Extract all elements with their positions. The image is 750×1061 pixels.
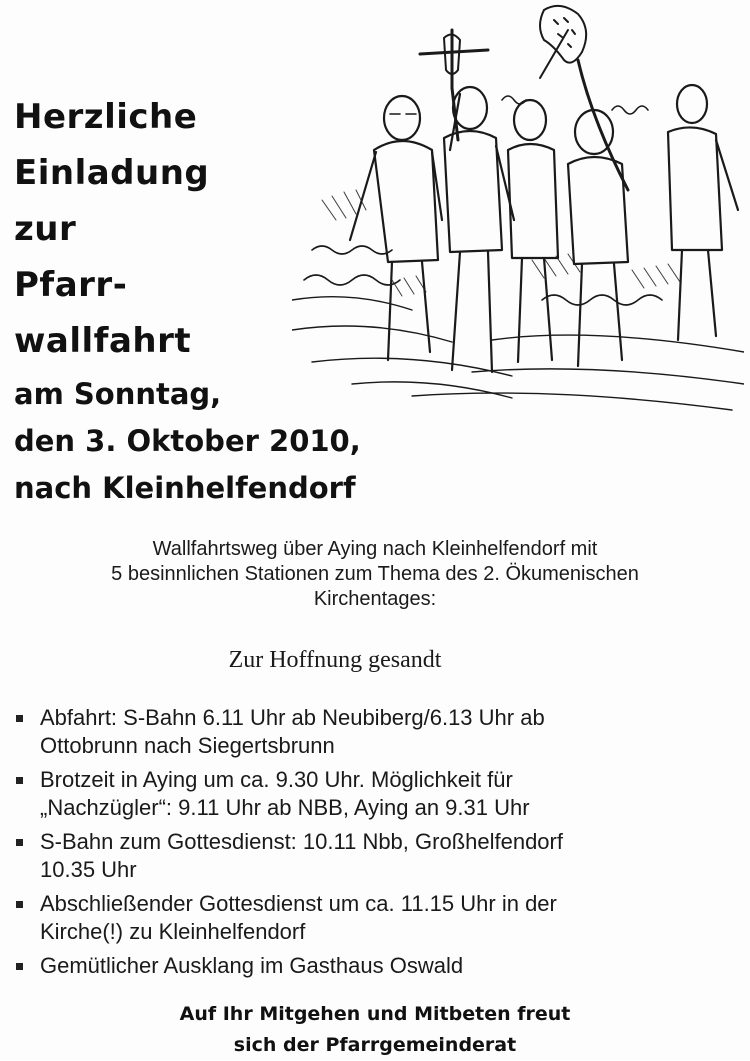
heading-line-2: Einladung (14, 153, 210, 193)
pilgrim-figure (668, 85, 738, 340)
intro-line-2: 5 besinnlichen Stationen zum Thema des 2. Ökumenischen (111, 563, 639, 585)
list-item (16, 766, 736, 822)
pilgrim-figure (350, 96, 442, 360)
pilgrim-figure (508, 100, 558, 362)
intro-line-1: Wallfahrtsweg über Aying nach Kleinhelfendorf mit (152, 538, 598, 560)
bullet-icon (16, 901, 23, 908)
list-item-line: Abfahrt: S-Bahn 6.11 Uhr ab Neubiberg/6.13 Uhr ab (40, 705, 545, 730)
bullet-icon (16, 839, 23, 846)
closing-line-1: Auf Ihr Mitgehen und Mitbeten freut (179, 1003, 571, 1025)
list-item-line: S-Bahn zum Gottesdienst: 10.11 Nbb, Großhelfendorf (40, 829, 563, 854)
list-item-line: Brotzeit in Aying um ca. 9.30 Uhr. Möglichkeit für (40, 767, 513, 792)
pilgrim-figure (444, 87, 514, 372)
pilgrims-illustration (292, 0, 744, 424)
list-item (16, 890, 736, 946)
list-item-line: „Nachzügler“: 9.11 Uhr ab NBB, Aying an 9.31 Uhr (40, 795, 530, 820)
list-item (16, 704, 736, 760)
list-item-line: Abschließender Gottesdienst um ca. 11.15 Uhr in der (40, 891, 557, 916)
heading-line-5: wallfahrt (14, 321, 192, 361)
closing-text (40, 999, 710, 1061)
intro-text (40, 537, 710, 612)
pilgrim-figure (568, 110, 628, 366)
bullet-icon (16, 777, 23, 784)
intro-line-3: Kirchentages: (313, 588, 437, 610)
list-item (16, 828, 736, 884)
schedule-list (16, 704, 736, 986)
list-item-line: Ottobrunn nach Siegertsbrunn (40, 733, 335, 758)
heading-line-3: zur (14, 209, 77, 249)
bullet-icon (16, 715, 23, 722)
closing-line-2: sich der Pfarrgemeinderat (233, 1034, 517, 1056)
date-line-2: den 3. Oktober 2010, (14, 424, 361, 458)
heading-line-4: Pfarr- (14, 265, 128, 305)
banner-icon (540, 6, 628, 190)
list-item (16, 952, 736, 980)
date-line-3: nach Kleinhelfendorf (14, 471, 356, 505)
heading-line-1: Herzliche (14, 97, 198, 137)
list-item-line: 10.35 Uhr (40, 857, 137, 882)
date-line-1: am Sonntag, (14, 377, 222, 411)
list-item-line: Kirche(!) zu Kleinhelfendorf (40, 919, 306, 944)
bullet-icon (16, 963, 23, 970)
motto: Zur Hoffnung gesandt (228, 647, 442, 673)
list-item-line: Gemütlicher Ausklang im Gasthaus Oswald (40, 953, 464, 978)
